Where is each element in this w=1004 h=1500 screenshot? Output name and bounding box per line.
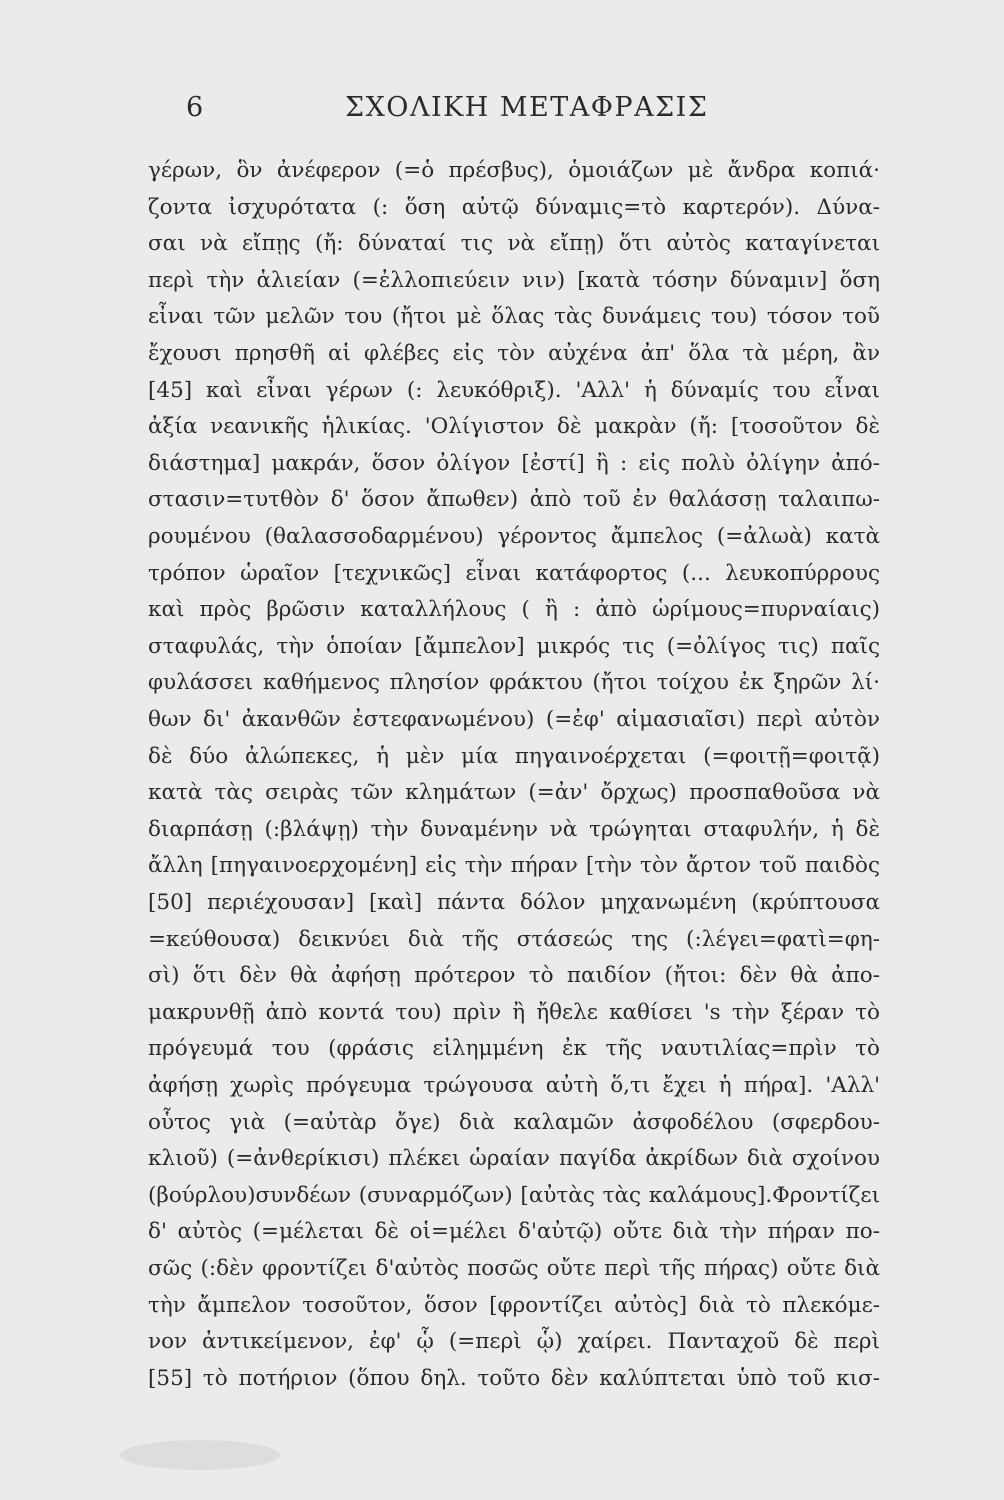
text-line: φυλάσσει καθήμενος πλησίον φράκτου (ἤτοι τοίχου ἐκ ξηρῶν λί· (148, 670, 880, 696)
running-title: ΣΧΟΛΙΚΗ ΜΕΤΑΦΡΑΣΙΣ (345, 92, 709, 123)
text-line: ἔχουσι πρησθῆ αἱ φλέβες εἰς τὸν αὐχένα ἀπ' ὅλα τὰ μέρη, ἂν (148, 341, 880, 366)
text-line: νον ἀντικείμενον, ἐφ' ᾧ (=περὶ ᾧ) χαίρει. Πανταχοῦ δὲ περὶ (148, 1329, 880, 1355)
text-line: περὶ τὴν ἁλιείαν (=ἐλλοπιεύειν νιν) [κατὰ τόσην δύναμιν] ὅση (148, 267, 880, 293)
text-line: (βούρλου)συνδέων (συναρμόζων) [αὐτὰς τὰς καλάμους].Φροντίζει (148, 1182, 880, 1208)
text-line: ἄλλη [πηγαινοερχομένη] εἰς τὴν πήραν [τὴν τὸν ἄρτον τοῦ παιδὸς (148, 853, 880, 879)
text-line: [50] περιέχουσαν] [καὶ] πάντα δόλον μηχανωμένη (κρύπτουσα (148, 890, 880, 915)
text-line: σὶ) ὅτι δὲν θὰ ἀφήσῃ πρότερον τὸ παιδίον (ἤτοι: δὲν θὰ ἀπο- (148, 963, 880, 989)
text-line: σταφυλάς, τὴν ὁποίαν [ἄμπελον] μικρός τις (=ὀλίγος τις) παῖς (148, 633, 880, 659)
text-line: θων δι' ἀκανθῶν ἐστεφανωμένου) (=ἐφ' αἱμασιαῖσι) περὶ αὐτὸν (148, 707, 880, 732)
text-line: δὲ δύο ἀλώπεκες, ἡ μὲν μία πηγαινοέρχεται (=φοιτῇ=φοιτᾷ) (148, 743, 880, 769)
text-line: μακρυνθῇ ἀπὸ κοντά του) πρὶν ἢ ἤθελε καθίσει 's τὴν ξέραν τὸ (148, 999, 880, 1025)
text-line: διαρπάσῃ (:βλάψῃ) τὴν δυναμένην νὰ τρώγηται σταφυλήν, ἡ δὲ (148, 816, 880, 842)
page-header (0, 92, 1004, 132)
text-line: τὴν ἄμπελον τοσοῦτον, ὅσον [φροντίζει αὐτὸς] διὰ τὸ πλεκόμε- (148, 1292, 880, 1318)
text-line: κατὰ τὰς σειρὰς τῶν κλημάτων (=ἀν' ὄρχως) προσπαθοῦσα νὰ (148, 780, 880, 806)
text-line: οὗτος γιὰ (=αὐτὰρ ὄγε) διὰ καλαμῶν ἀσφοδέλου (σφερδου- (148, 1109, 880, 1135)
text-line: καὶ πρὸς βρῶσιν καταλλήλους ( ἢ : ἀπὸ ὡρίμους=πυρναίαις) (148, 597, 880, 623)
text-line: κλιοῦ) (=ἀνθερίκισι) πλέκει ὡραίαν παγίδα ἀκρίδων διὰ σχοίνου (148, 1146, 880, 1172)
text-line: [45] καὶ εἶναι γέρων (: λευκόθριξ). 'Αλλ' ἡ δύναμίς του εἶναι (148, 377, 880, 403)
text-line: ἀξία νεανικῆς ἡλικίας. 'Ολίγιστον δὲ μακρὰν (ἤ: [τοσοῦτον δὲ (148, 414, 880, 440)
text-line: =κεύθουσα) δεικνύει διὰ τῆς στάσεώς της (:λέγει=φατὶ=φη- (148, 926, 880, 952)
text-line: στασιν=τυτθὸν δ' ὅσον ἄπωθεν) ἀπὸ τοῦ ἐν θαλάσσῃ ταλαιπω- (148, 487, 880, 513)
text-line: ρουμένου (θαλασσοδαρμένου) γέροντος ἄμπελος (=ἀλωὰ) κατὰ (148, 524, 880, 549)
text-line: σαι νὰ εἴπῃς (ἤ: δύναταί τις νὰ εἴπῃ) ὅτι αὐτὸς καταγίνεται (148, 231, 880, 257)
text-line: τρόπον ὡραῖον [τεχνικῶς] εἶναι κατάφορτος (... λευκοπύρρους (148, 560, 880, 586)
text-line: ζοντα ἰσχυρότατα (: ὅση αὐτῷ δύναμις=τὸ καρτερόν). Δύνα- (148, 194, 880, 220)
text-line: γέρων, ὃν ἀνέφερον (=ὁ πρέσβυς), ὁμοιάζων μὲ ἄνδρα κοπιά· (148, 158, 880, 183)
text-line: δ' αὐτὸς (=μέλεται δὲ οἱ=μέλει δ'αὐτῷ) οὔτε διὰ τὴν πήραν πο- (148, 1219, 880, 1245)
text-line: ἀφήσῃ χωρὶς πρόγευμα τρώγουσα αὐτὴ ὅ,τι ἔχει ἡ πήρα]. 'Αλλ' (148, 1073, 880, 1098)
text-line: πρόγευμά του (φράσις εἰλημμένη ἐκ τῆς ναυτιλίας=πρὶν τὸ (148, 1036, 880, 1062)
text-line: [55] τὸ ποτήριον (ὅπου δηλ. τοῦτο δὲν καλύπτεται ὑπὸ τοῦ κισ- (148, 1365, 880, 1391)
text-line: εἶναι τῶν μελῶν του (ἤτοι μὲ ὅλας τὰς δυνάμεις του) τόσον τοῦ (148, 304, 880, 330)
page-stain (120, 1440, 280, 1470)
text-line: διάστημα] μακράν, ὅσον ὀλίγον [ἐστί] ἢ : εἰς πολὺ ὀλίγην ἀπό- (148, 450, 880, 476)
text-line: σῶς (:δὲν φροντίζει δ'αὐτὸς ποσῶς οὔτε περὶ τῆς πήρας) οὔτε διὰ (148, 1256, 880, 1281)
page-number: 6 (186, 92, 205, 123)
